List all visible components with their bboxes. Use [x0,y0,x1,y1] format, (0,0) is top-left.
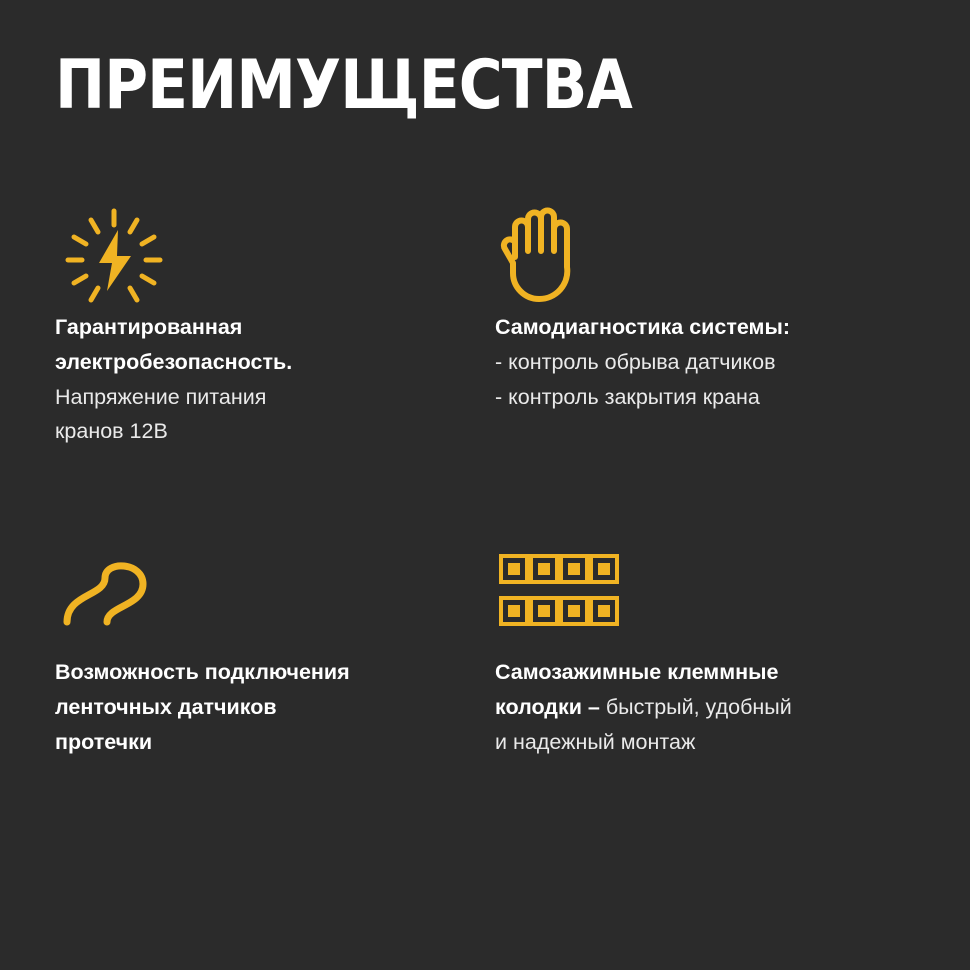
feature-item-self-diagnostics [495,205,915,550]
feature-text [495,310,895,414]
feature-bold-line: электробезопасность. [55,349,293,374]
feature-normal-line: - контроль закрытия крана [495,384,760,409]
lightning-bolt-flash-icon [55,205,495,310]
feature-bold-line: Возможность подключения [55,660,350,684]
page-title: ПРЕИМУЩЕСТВА [55,46,632,125]
feature-text [495,655,895,759]
terminal-block-icon [495,550,915,655]
feature-item-electrical-safety [55,205,495,550]
raised-hand-icon-svg [495,205,581,305]
feature-inline-normal: быстрый, удобный [605,694,792,719]
feature-item-tape-sensors [55,550,495,759]
feature-normal-line: Напряжение питания [55,384,267,409]
feature-normal-line: - контроль обрыва датчиков [495,349,776,374]
raised-hand-icon [495,205,915,310]
features-grid [55,205,915,759]
feature-bold-line: Самозажимные клеммные [495,660,779,684]
wavy-tape-sensor-icon [55,550,495,655]
feature-item-terminal-blocks [495,550,915,759]
feature-text [55,655,455,759]
feature-bold-line: ленточных датчиков [55,694,277,719]
feature-inline-bold: колодки – [495,694,606,719]
lightning-bolt-flash-icon-svg [55,205,173,305]
feature-bold-line: Гарантированная [55,315,243,339]
feature-bold-line: Самодиагностика системы: [495,315,790,339]
wavy-tape-sensor-icon-svg [55,550,165,640]
feature-normal-line: кранов 12В [55,419,168,444]
feature-bold-line: протечки [55,729,153,754]
feature-normal-line: и надежный монтаж [495,729,696,754]
terminal-block-icon-svg [495,550,620,640]
bolt-shape [99,230,131,291]
feature-text [55,310,455,449]
